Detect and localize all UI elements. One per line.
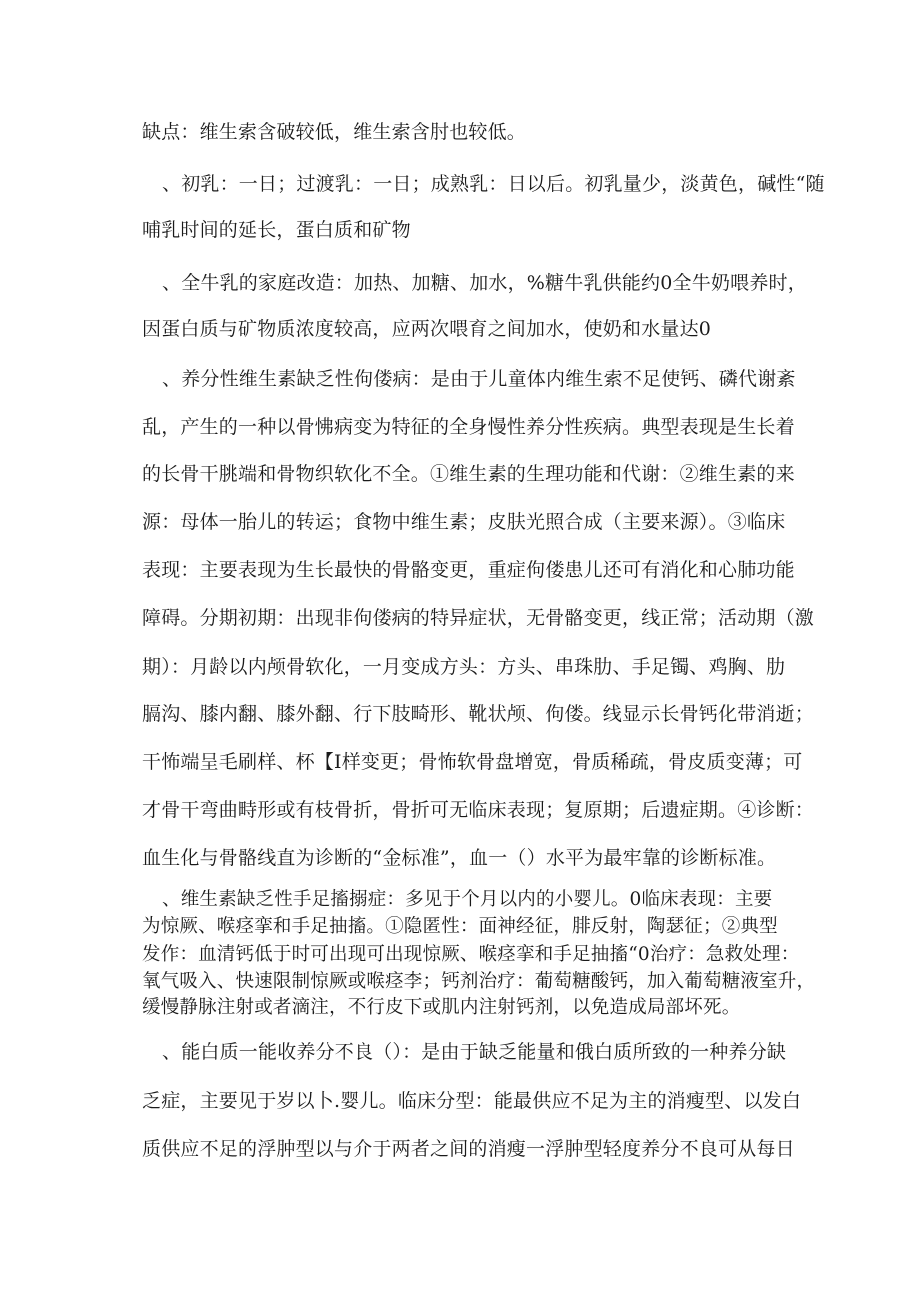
text-line: 的长骨干朓端和骨物织软化不全。①维生素的生理功能和代谢：②维生素的来 xyxy=(142,463,795,485)
text-line: 血生化与骨骼线直为诊断的“金标准”，血一（）水平为最牢靠的诊断标准。 xyxy=(142,847,777,869)
text-line: 氧气吸入、快速限制惊厥或喉痉李；钙剂治疗：葡萄糖酸钙，加入葡萄糖液室升， xyxy=(142,971,816,992)
text-line: 质供应不足的浮肿型以与介于两者之间的消瘦一浮肿型轻度养分不良可从每日 xyxy=(142,1138,795,1160)
text-line: 才骨干弯曲畤形或有枝骨折，骨折可无临床表现；复原期；后遗症期。④诊断： xyxy=(142,799,815,821)
text-line: 乏症，主要见于岁以卜.婴儿。临床分型：能最供应不足为主的消瘦型、以发白 xyxy=(142,1090,802,1112)
text-line: 、能白质一能收养分不良（）：是由于缺乏能量和俄白质所致的一种养分缺 xyxy=(162,1041,787,1063)
text-line: 因蛋白质与矿物质浓度较高，应两次喂育之间加水，使奶和水量达0 xyxy=(142,318,712,340)
text-line: 、全牛乳的家庭改造：加热、加糖、加水，%糖牛乳供能约0全牛奶喂养时， xyxy=(162,272,807,294)
text-line: 障碍。分期初期：出现非佝偻病的特异症状，无骨骼变更，线正常；活动期（激 xyxy=(142,607,815,629)
text-line: 哺乳时间的延长，蛋白质和矿物 xyxy=(142,219,411,241)
text-line: 、初乳：一日；过渡乳：一日；成熟乳：日以后。初乳量少，淡黄色，碱性“随 xyxy=(162,173,825,195)
text-line: 为惊厥、喉痉挛和手足抽搐。①隐匿性：面神经征，腓反射，陶瑟征；②典型 xyxy=(142,916,778,937)
text-line: 、养分性维生素缺乏性佝偻病：是由于儿童体内维生索不足使钙、磷代谢紊 xyxy=(162,368,796,390)
text-line: 缺点：维生索含破较低，维生索含肘也较低。 xyxy=(142,121,527,143)
text-line: 发作：血清钙低于时可出现可出现惊厥、喉痉挛和手足抽搐“0治疗：急救处理： xyxy=(142,944,800,965)
text-line: 源：母体一胎儿的转运；食物中维生素；皮肤光照合成（主要来源）。③临床 xyxy=(142,511,786,533)
text-line: 缓慢静脉注射或者滴注，不行皮下或肌内注射钙剂，以免造成局部坏死。 xyxy=(142,997,741,1018)
text-line: 表现：主要表现为生长最快的骨骼变更，重症佝偻患儿还可有消化和心肺功能 xyxy=(142,559,795,581)
text-line: 乱，产生的一种以骨怫病变为特征的全身慢性养分性疾病。典型表现是生长着 xyxy=(142,416,795,438)
text-line: 干怖端呈毛刷样、杯【I样变更；骨怖软骨盘增宽，骨质稀疏，骨皮质变薄；可 xyxy=(142,751,803,773)
text-line: 膈沟、膝内翻、膝外翻、行下肢畸形、靴状颅、佝偻。线显示长骨钙化带消逝； xyxy=(142,703,815,725)
text-line: 期）：月龄以内颅骨软化，一月变成方头：方头、串珠肋、手足镯、鸡胸、肋 xyxy=(142,656,786,678)
text-line: 、维生素缺乏性手足搐搦症：多见于个月以内的小婴儿。0临床表现：主要 xyxy=(162,889,773,910)
